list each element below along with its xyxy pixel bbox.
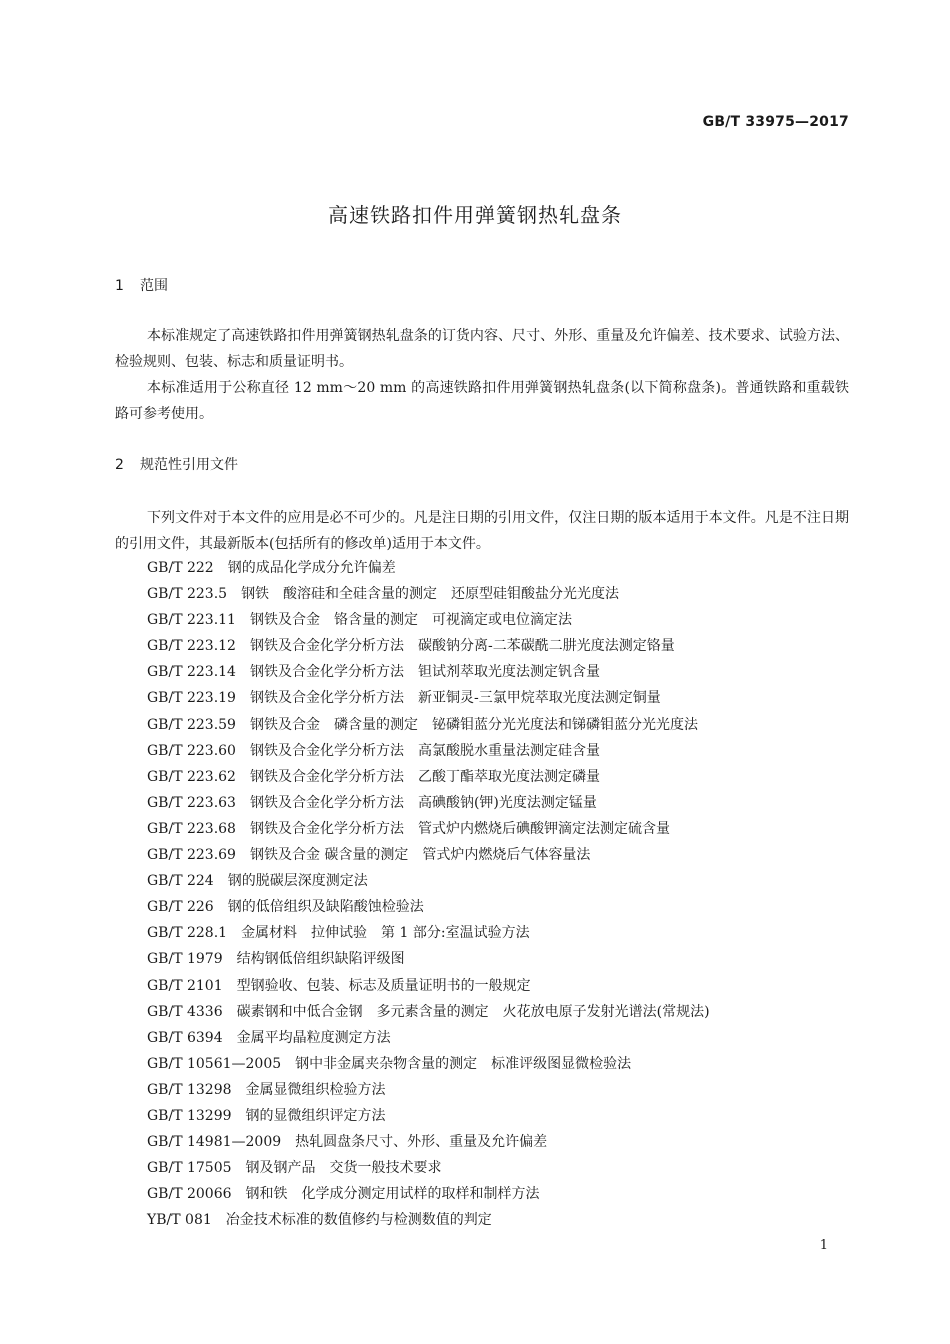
reference-item (147, 1181, 710, 1207)
reference-title: 金属显微组织检验方法 (245, 1081, 386, 1098)
reference-title: 钢和铁 化学成分测定用试样的取样和制样方法 (245, 1186, 540, 1203)
reference-code: GB/T 223.5 (147, 586, 228, 603)
paragraph: 下列文件对于本文件的应用是必不可少的。凡是注日期的引用文件，仅注日期的版本适用于本文件。凡是不注日期的引用文件，其最新版本(包括所有的修改单)适用于本文件。 (115, 510, 849, 552)
reference-code: GB/T 10561—2005 (147, 1055, 282, 1072)
reference-item (147, 1077, 710, 1103)
reference-code: GB/T 223.69 (147, 847, 236, 864)
reference-title: 钢的成品化学成分允许偏差 (227, 560, 396, 576)
reference-code: GB/T 222 (147, 560, 214, 576)
reference-title: 钢铁及合金化学分析方法 乙酸丁酯萃取光度法测定磷量 (249, 768, 600, 785)
page-number: 1 (819, 1238, 828, 1253)
reference-code: GB/T 223.63 (147, 794, 236, 811)
reference-item (147, 999, 710, 1025)
reference-code: GB/T 223.11 (147, 612, 236, 629)
reference-item (147, 1051, 710, 1077)
reference-title: 钢铁及合金化学分析方法 高氯酸脱水重量法测定硅含量 (249, 742, 600, 759)
reference-code: GB/T 2101 (147, 977, 223, 994)
reference-title: 钢及钢产品 交货一般技术要求 (245, 1160, 442, 1177)
reference-item (147, 816, 710, 842)
reference-title: 钢铁及合金 碳含量的测定 管式炉内燃烧后气体容量法 (249, 847, 591, 864)
reference-title: 钢铁及合金 铬含量的测定 可视滴定或电位滴定法 (249, 612, 572, 629)
reference-title: 钢铁 酸溶硅和全硅含量的测定 还原型硅钼酸盐分光光度法 (241, 586, 620, 603)
document-title: 高速铁路扣件用弹簧钢热轧盘条 (328, 203, 622, 227)
reference-title: 钢中非金属夹杂物含量的测定 标准评级图显微检验法 (295, 1055, 632, 1072)
reference-title: 钢铁及合金化学分析方法 高碘酸钠(钾)光度法测定锰量 (249, 794, 597, 811)
reference-item (147, 738, 710, 764)
reference-title: 钢铁及合金化学分析方法 管式炉内燃烧后碘酸钾滴定法测定硫含量 (249, 820, 670, 837)
reference-code: GB/T 13298 (147, 1081, 232, 1098)
reference-code: YB/T 081 (147, 1212, 212, 1229)
reference-title: 型钢验收、包装、标志及质量证明书的一般规定 (236, 977, 531, 994)
reference-title: 钢铁及合金化学分析方法 碳酸钠分离-二苯碳酰二肼光度法测定铬量 (249, 638, 675, 655)
standard-code: GB/T 33975—2017 (702, 114, 849, 130)
reference-title: 热轧圆盘条尺寸、外形、重量及允许偏差 (295, 1134, 548, 1151)
reference-code: GB/T 223.59 (147, 716, 236, 733)
reference-code: GB/T 228.1 (147, 925, 228, 942)
reference-item (147, 842, 710, 868)
reference-code: GB/T 13299 (147, 1107, 232, 1124)
reference-title: 钢铁及合金 磷含量的测定 铋磷钼蓝分光光度法和锑磷钼蓝分光光度法 (249, 716, 698, 733)
reference-title: 碳素钢和中低合金钢 多元素含量的测定 火花放电原子发射光谱法(常规法) (236, 1003, 710, 1020)
reference-code: GB/T 223.60 (147, 742, 236, 759)
reference-code: GB/T 224 (147, 873, 214, 890)
reference-item (147, 920, 710, 946)
reference-code: GB/T 17505 (147, 1160, 232, 1177)
section-heading-normative-references (115, 456, 238, 474)
reference-item (147, 894, 710, 920)
reference-item (147, 685, 710, 711)
reference-title: 金属材料 拉伸试验 第 1 部分:室温试验方法 (241, 925, 530, 942)
reference-item (147, 607, 710, 633)
reference-item (147, 659, 710, 685)
reference-item (147, 1103, 710, 1129)
reference-item (147, 1129, 710, 1155)
reference-title: 钢的脱碳层深度测定法 (227, 873, 368, 890)
reference-item (147, 581, 710, 607)
reference-title: 钢铁及合金化学分析方法 新亚铜灵-三氯甲烷萃取光度法测定铜量 (249, 690, 661, 707)
reference-item (147, 946, 710, 972)
reference-code: GB/T 223.19 (147, 690, 236, 707)
reference-code: GB/T 4336 (147, 1003, 223, 1020)
reference-item (147, 1025, 710, 1051)
section-title: 规范性引用文件 (140, 457, 238, 473)
section-number: 1 (115, 278, 124, 294)
section-title: 范围 (140, 278, 168, 294)
reference-title: 钢的显微组织评定方法 (245, 1107, 386, 1124)
reference-item (147, 555, 710, 581)
paragraph: 本标准规定了高速铁路扣件用弹簧钢热轧盘条的订货内容、尺寸、外形、重量及允许偏差、技术要求、试验方法、检验规则、包装、标志和质量证明书。 (115, 328, 849, 370)
reference-title: 钢铁及合金化学分析方法 钽试剂萃取光度法测定钒含量 (249, 664, 600, 681)
reference-code: GB/T 223.62 (147, 768, 236, 785)
reference-title: 金属平均晶粒度测定方法 (236, 1029, 391, 1046)
reference-item (147, 790, 710, 816)
reference-item (147, 633, 710, 659)
reference-item (147, 764, 710, 790)
section-heading-scope (115, 277, 168, 295)
reference-item (147, 1155, 710, 1181)
reference-code: GB/T 223.68 (147, 820, 236, 837)
reference-code: GB/T 20066 (147, 1186, 232, 1203)
reference-code: GB/T 14981—2009 (147, 1134, 282, 1151)
reference-title: 钢的低倍组织及缺陷酸蚀检验法 (227, 899, 424, 916)
reference-title: 冶金技术标准的数值修约与检测数值的判定 (225, 1212, 492, 1229)
paragraph: 本标准适用于公称直径 12 mm～20 mm 的高速铁路扣件用弹簧钢热轧盘条(以下简称盘条)。普通铁路和重载铁路可参考使用。 (115, 380, 849, 422)
reference-item (147, 1207, 710, 1233)
reference-item (147, 868, 710, 894)
reference-item (147, 973, 710, 999)
section-number: 2 (115, 457, 124, 473)
reference-code: GB/T 226 (147, 899, 214, 916)
reference-title: 结构钢低倍组织缺陷评级图 (236, 951, 405, 968)
reference-code: GB/T 6394 (147, 1029, 223, 1046)
reference-item (147, 712, 710, 738)
reference-code: GB/T 223.12 (147, 638, 236, 655)
reference-list (147, 555, 710, 1233)
reference-code: GB/T 1979 (147, 951, 223, 968)
reference-code: GB/T 223.14 (147, 664, 236, 681)
